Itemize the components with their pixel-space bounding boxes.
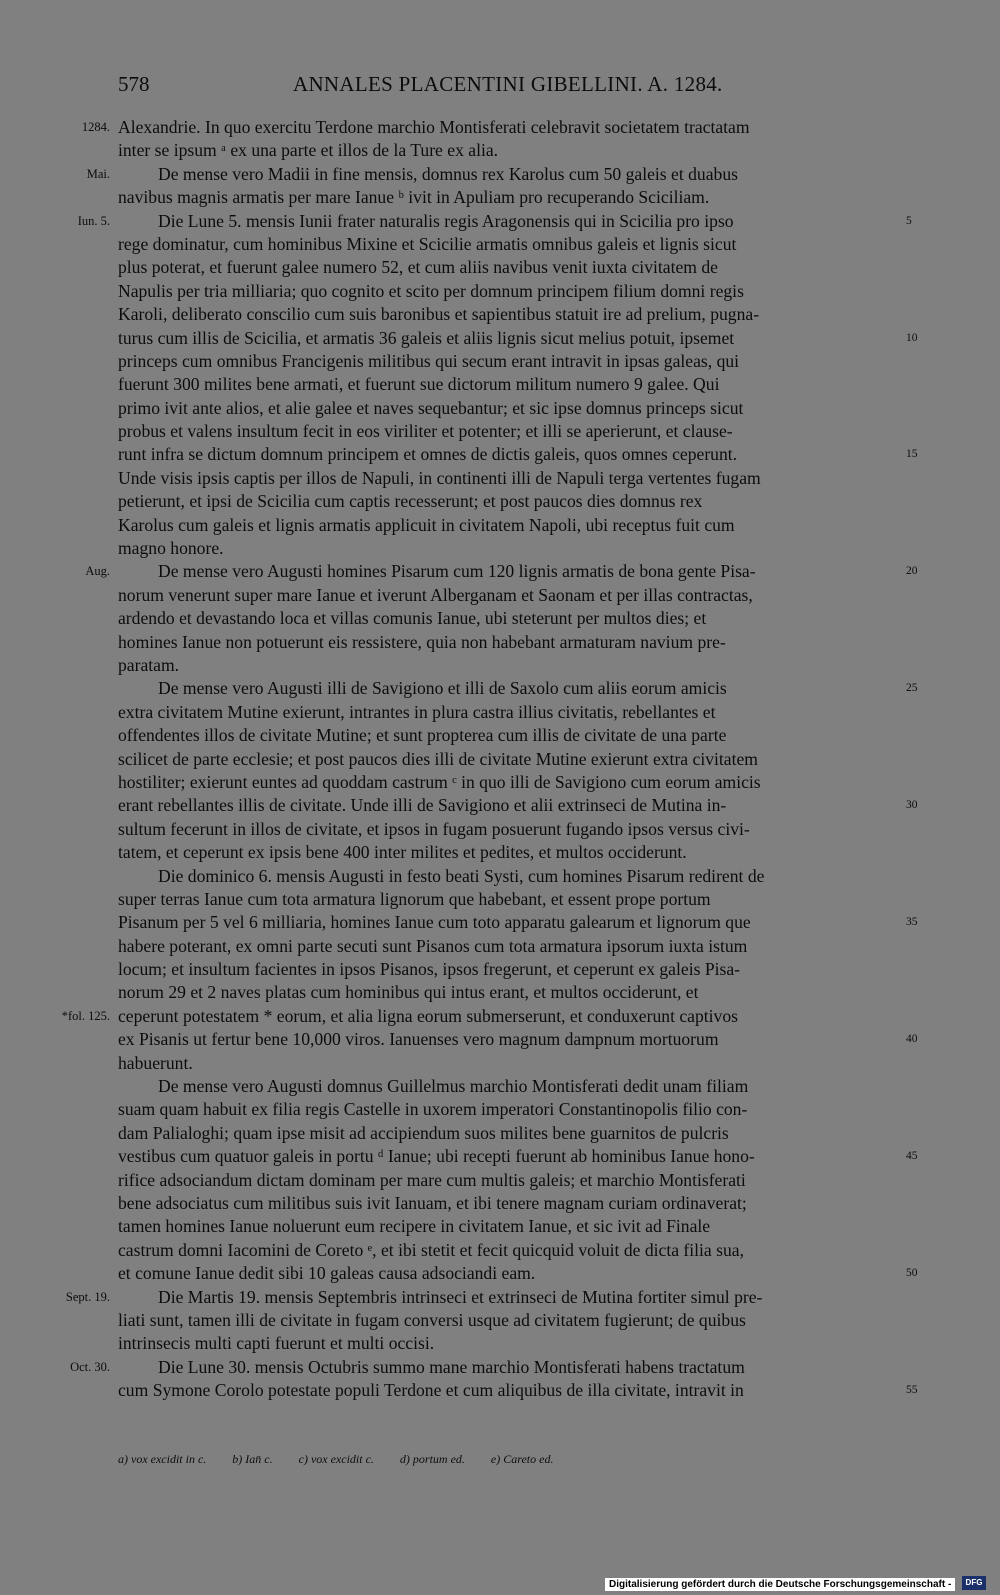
- line-text: tatem, et ceperunt ex ipsis bene 400 inter milites et pedites, et multos occiderunt.: [118, 842, 687, 863]
- text-line: [118, 1169, 898, 1192]
- line-text: De mense vero Augusti illi de Savigiono et illi de Saxolo cum aliis eorum amicis: [158, 678, 727, 699]
- line-text: habere poterant, ex omni parte secuti sunt Pisanos cum tota armatura ipsorum iuxta istum: [118, 935, 748, 956]
- line-text: cum Symone Corolo potestate populi Terdone et cum aliquibus de illa civitate, intravit in: [118, 1380, 744, 1401]
- text-line: [118, 724, 898, 747]
- line-number: 10: [906, 331, 918, 344]
- footnote: e) Careto ed.: [490, 1452, 554, 1466]
- text-line: [118, 888, 898, 911]
- line-text: norum venerunt super mare Ianue et iverunt Alberganam et Saonam et per illas contractas,: [118, 584, 753, 605]
- text-line: [118, 490, 898, 513]
- line-text: Die Lune 5. mensis Iunii frater naturalis regis Aragonensis qui in Scicilia pro ipso: [158, 210, 734, 231]
- line-number: 15: [906, 448, 918, 461]
- line-number: 35: [906, 916, 918, 929]
- text-line: [118, 818, 898, 841]
- line-text: Pisanum per 5 vel 6 milliaria, homines Ianue cum toto apparatu galearum et lignorum que: [118, 912, 751, 933]
- line-text: vestibus cum quatuor galeis in portu ᵈ Ianue; ubi recepti fuerunt ab hominibus Ianue hono-: [118, 1146, 755, 1167]
- line-number: 25: [906, 682, 918, 695]
- margin-date-note: 1284.: [81, 120, 110, 134]
- line-text: dam Palialoghi; quam ipse misit ad accipiendum suos milites bene guarnitos de pulcris: [118, 1122, 729, 1143]
- text-line: [118, 233, 898, 256]
- line-text: scilicet de parte ecclesie; et post paucos dies illi de civitate Mutine exierunt extra civitatem: [118, 748, 758, 769]
- line-text: Die Martis 19. mensis Septembris intrinseci et extrinseci de Mutina fortiter simul pre-: [158, 1286, 763, 1307]
- text-line: [118, 607, 898, 630]
- text-line: [118, 631, 898, 654]
- line-text: petierunt, et ipsi de Scicilia cum captis recesserunt; et post paucos dies domnus rex: [118, 491, 703, 512]
- line-text: ex Pisanis ut fertur bene 10,000 viros. Ianuenses vero magnum dampnum mortuorum: [118, 1029, 719, 1050]
- line-text: Unde visis ipsis captis per illos de Napuli, in continenti illi de Napuli terga vertentes fugam: [118, 467, 761, 488]
- text-line: [118, 771, 898, 794]
- text-line: [65, 1286, 898, 1309]
- text-line: [118, 911, 918, 934]
- text-line: [118, 1379, 918, 1402]
- line-text: sultum fecerunt in illos de civitate, et ipsos in fugam posuerunt fugando ipsos versus civi-: [118, 818, 750, 839]
- line-text: paratam.: [118, 654, 180, 675]
- text-line: [86, 163, 898, 186]
- text-line: [118, 958, 898, 981]
- line-text: inter se ipsum ᵃ ex una parte et illos de la Ture ex alia.: [118, 140, 499, 161]
- line-text: offendentes illos de civitate Mutine; et sunt propterea cum illis de civitate de una parte: [118, 725, 727, 746]
- line-text: liati sunt, tamen illi de civitate in fugam conversi usque ad civitatem fugierunt; de quibus: [118, 1309, 746, 1330]
- line-text: primo ivit ante alios, et alie galee et naves sequebantur; et sic ipse domnus princeps sicut: [118, 397, 744, 418]
- line-text: turus cum illis de Scicilia, et armatis 36 galeis et aliis lignis sicut melius potuit, ipsemet: [118, 327, 735, 348]
- dfg-logo: DFG: [962, 1576, 986, 1590]
- line-text: magno honore.: [118, 538, 224, 559]
- margin-date-note: Aug.: [85, 564, 110, 579]
- line-text: habuerunt.: [118, 1052, 193, 1073]
- footnotes: [118, 1452, 898, 1467]
- line-text: locum; et insultum facientes in ipsos Pisanos, ipsos fregerunt, et ceperunt ex galeis Pisa-: [118, 959, 741, 980]
- text-line: [118, 1215, 898, 1238]
- line-text: princeps cum omnibus Francigenis militibus qui secum erant intravit in ipsas galeas, qui: [118, 350, 740, 371]
- text-line: [118, 654, 898, 677]
- line-text: De mense vero Madii in fine mensis, domnus rex Karolus cum 50 galeis et duabus: [158, 163, 738, 184]
- line-text: navibus magnis armatis per mare Ianue ᵇ ivit in Apuliam pro recuperando Sciciliam.: [118, 187, 710, 208]
- line-number: 40: [906, 1033, 918, 1046]
- text-line: [118, 514, 898, 537]
- line-text: erant rebellantes illis de civitate. Unde illi de Savigiono et alii extrinseci de Mutina in-: [118, 795, 727, 816]
- line-text: bene adsociatus cum militibus suis ivit Ianuam, et ibi tenere magnam curiam ordinaverat;: [118, 1192, 747, 1213]
- running-title: ANNALES PLACENTINI GIBELLINI. A. 1284.: [293, 72, 723, 96]
- text-line: [81, 116, 898, 139]
- line-text: fuerunt 300 milites bene armati, et fuerunt sue dictorum militum numero 9 galee. Qui: [118, 374, 720, 395]
- text-line: [70, 1356, 898, 1379]
- line-text: et comune Ianue dedit sibi 10 galeas causa adsociandi eam.: [118, 1263, 536, 1284]
- text-line: [118, 701, 898, 724]
- line-text: Karolus cum galeis et lignis armatis applicuit in civitatem Napoli, ubi receptus fuit cum: [118, 514, 735, 535]
- text-line: [118, 1122, 898, 1145]
- margin-date-note: *fol. 125.: [61, 1008, 110, 1023]
- line-text: De mense vero Augusti homines Pisarum cum 120 lignis armatis de bona gente Pisa-: [158, 561, 756, 582]
- line-text: Alexandrie. In quo exercitu Terdone marchio Montisferati celebravit societatem tractatam: [118, 117, 750, 137]
- page-number: 578: [118, 72, 150, 96]
- text-line: [118, 350, 898, 373]
- line-text: intrinsecis multi capti fuerunt et multi occisi.: [118, 1333, 435, 1354]
- text-line: [118, 1052, 898, 1075]
- text-line: [85, 560, 918, 583]
- line-text: castrum domni Iacomini de Coreto ᵉ, et ibi stetit et fecit quicquid voluit de dicta filia sua,: [118, 1239, 744, 1260]
- text-line: [118, 443, 918, 466]
- text-line: [118, 1028, 918, 1051]
- text-line: [118, 1309, 898, 1332]
- line-number: 30: [906, 799, 918, 812]
- line-text: ceperunt potestatem * eorum, et alia ligna eorum submerserunt, et conduxerunt captivos: [118, 1005, 738, 1026]
- margin-date-note: Mai.: [86, 166, 110, 181]
- text-line: [118, 1075, 898, 1098]
- line-text: tamen homines Ianue noluerunt eum recipere in civitatem Ianue, et sic ivit ad Finale: [118, 1216, 711, 1237]
- text-line: [118, 280, 898, 303]
- line-text: plus poterat, et fuerunt galee numero 52, et cum aliis navibus venit iuxta civitatem de: [118, 257, 718, 278]
- text-line: [118, 256, 898, 279]
- line-number: 5: [906, 214, 912, 227]
- line-text: Die Lune 30. mensis Octubris summo mane marchio Montisferati habens tractatum: [158, 1356, 745, 1377]
- footnote: d) portum ed.: [399, 1452, 465, 1466]
- margin-date-note: Sept. 19.: [65, 1289, 110, 1304]
- text-line: [118, 584, 898, 607]
- line-text: De mense vero Augusti domnus Guillelmus marchio Montisferati dedit unam filiam: [158, 1076, 749, 1097]
- line-text: extra civitatem Mutine exierunt, intrantes in plura castra illius civitatis, rebellantes et: [118, 701, 716, 722]
- text-line: [118, 1145, 918, 1168]
- line-text: rifice adsociandum dictam dominam per mare cum multis galeis; et marchio Montisferati: [118, 1169, 746, 1190]
- text-line: [118, 420, 898, 443]
- text-line: [118, 794, 918, 817]
- line-number: 50: [906, 1267, 918, 1280]
- page-header: [118, 72, 898, 106]
- line-text: Napulis per tria milliaria; quo cognito et scito per domnum principem filium domni regis: [118, 280, 744, 301]
- line-text: probus et valens insultum fecit in eos viriliter et potenter; et illi se aperierunt, et clause-: [118, 421, 733, 442]
- line-text: Die dominico 6. mensis Augusti in festo beati Systi, cum homines Pisarum redirent de: [158, 865, 765, 886]
- footnote: a) vox excidit in c.: [118, 1452, 207, 1466]
- line-text: suam quam habuit ex filia regis Castelle in uxorem imperatori Constantinopolis filio con-: [118, 1099, 748, 1120]
- line-text: Karoli, deliberato conscilio cum suis baronibus et sapientibus statuit ire ad prelium, pugna-: [118, 304, 760, 325]
- margin-date-note: Iun. 5.: [77, 213, 110, 228]
- text-line: [118, 373, 898, 396]
- text-line: [118, 1192, 898, 1215]
- text-line: [118, 186, 898, 209]
- text-line: [118, 677, 918, 700]
- line-text: hostiliter; exierunt euntes ad quoddam castrum ᶜ in quo illi de Savigiono cum eorum amicis: [118, 771, 761, 792]
- text-line: [118, 139, 898, 162]
- text-line: [118, 981, 898, 1004]
- text-line: [118, 865, 898, 888]
- text-line: [118, 327, 918, 350]
- text-line: [77, 210, 912, 233]
- text-line: [118, 1098, 898, 1121]
- line-number: 20: [906, 565, 918, 578]
- footnote: c) vox excidit c.: [298, 1452, 374, 1466]
- text-line: [118, 1239, 898, 1262]
- line-text: homines Ianue non potuerunt eis ressistere, quia non habebant armaturam navium pre-: [118, 631, 726, 652]
- text-line: [118, 841, 898, 864]
- line-number: 45: [906, 1150, 918, 1163]
- text-line: [118, 467, 898, 490]
- line-number: 55: [906, 1384, 918, 1397]
- line-text: super terras Ianue cum tota armatura lignorum que habebant, et essent prope portum: [118, 888, 711, 909]
- text-line: [118, 748, 898, 771]
- main-text: [61, 116, 918, 1402]
- line-text: ardendo et devastando loca et villas comunis Ianue, ubi steterunt per multos dies; et: [118, 608, 707, 629]
- text-line: [118, 397, 898, 420]
- line-text: norum 29 et 2 naves platas cum hominibus qui intus erant, et multos occiderunt, et: [118, 982, 699, 1003]
- line-text: rege dominatur, cum hominibus Mixine et Scicilie armatis omnibus galeis et lignis sicut: [118, 233, 737, 254]
- line-text: runt infra se dictum domnum principem et omnes de dictis galeis, quos omnes ceperunt.: [118, 444, 738, 465]
- digitization-credit: Digitalisierung gefördert durch die Deutsche Forschungsgemeinschaft -: [605, 1578, 955, 1591]
- margin-date-note: Oct. 30.: [70, 1359, 110, 1374]
- text-line: [61, 1005, 898, 1028]
- text-line: [118, 303, 898, 326]
- text-line: [118, 1262, 918, 1285]
- text-line: [118, 935, 898, 958]
- footnote: b) Ian̄ c.: [232, 1452, 273, 1466]
- text-line: [118, 537, 898, 560]
- text-line: [118, 1332, 898, 1355]
